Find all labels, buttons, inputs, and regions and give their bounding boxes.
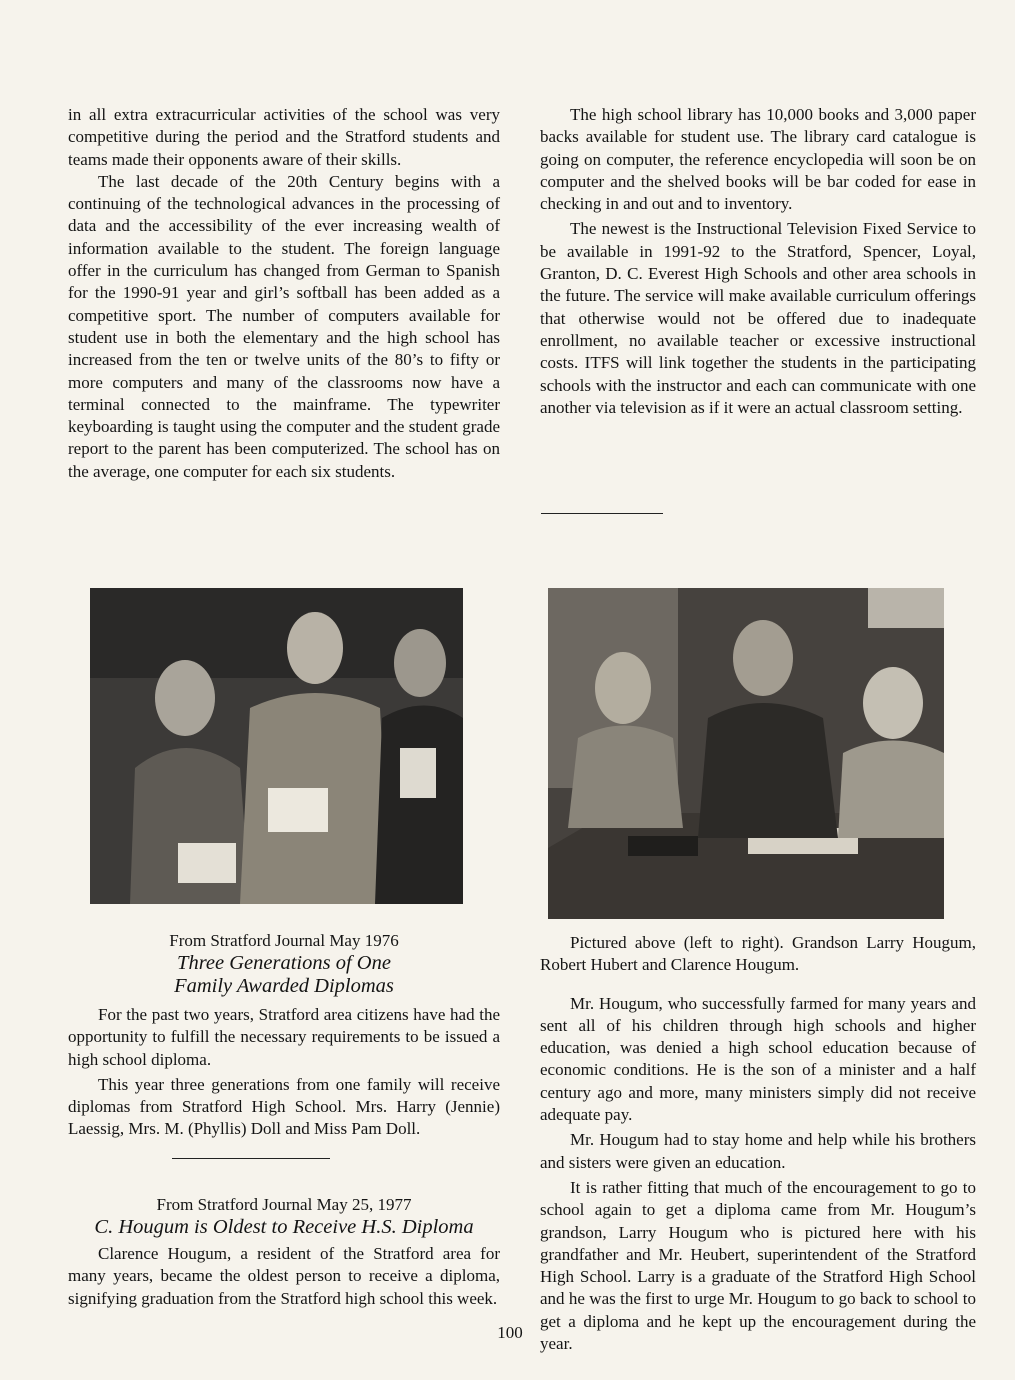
- paragraph: Mr. Hougum, who successfully farmed for many years and sent all of his children through high schools and higher education, was denied a high school education because of economic conditions. He is the son of a minister and a half century ago and more, many ministers simply did not receive adequate pay.: [540, 993, 976, 1125]
- paragraph: It is rather fitting that much of the encouragement to go to school again to get a diploma came from Mr. Hougum’s grandson, Larry Hougum who is pictured here with his grandfather and Mr. Heubert, superintendent of the Stratford High School. Larry is a graduate of the Stratford High School and he was the first to urge Mr. Hougum to go back to school to get a diploma and he kept up the encouragement during the year.: [540, 1177, 976, 1354]
- article-source: From Stratford Journal May 25, 1977: [156, 1195, 412, 1214]
- right-column-story: [540, 932, 976, 1355]
- paragraph: The high school library has 10,000 books and 3,000 paper backs available for student use. The library card catalogue is going on computer, the reference encyclopedia will soon be on computer and the shelved books will be bar coded for ease in checking in and out and to inventory.: [540, 105, 976, 214]
- photo-hougum-family: [548, 588, 944, 919]
- article-three-generations: [68, 930, 500, 1141]
- paragraph: This year three generations from one family will receive diplomas from Stratford High School. Mrs. Harry (Jennie) Laessig, Mrs. M. (Phyllis) Doll and Miss Pam Doll.: [68, 1074, 500, 1139]
- photo-three-generations: [90, 588, 463, 904]
- paragraph: Mr. Hougum had to stay home and help while his brothers and sisters were given an education.: [540, 1130, 976, 1172]
- paragraph: The last decade of the 20th Century begins with a continuing of the technological advances in the processing of data and the accessibility of the ever increasing wealth of information available to the student. The foreign language offer in the curriculum has changed from German to Spanish for the 1990-91 year and girl’s softball has been added as a competitive sport. The number of computers available for student use in both the elementary and the high school has increased from the ten or twelve units of the 80’s to fifty or more computers and many of the classrooms now have a terminal connected to the mainframe. The typewriter keyboarding is taught using the computer and the student grade report to the parent has been computerized. The school has on the average, one computer for each six students.: [68, 171, 500, 481]
- article-source: From Stratford Journal May 1976: [169, 931, 399, 950]
- paragraph: in all extra extracurricular activities of the school was very competitive during the period and the Stratford students and teams made their opponents aware of their skills.: [68, 105, 500, 169]
- article-headline: [68, 952, 500, 998]
- paragraph: The newest is the Instructional Television Fixed Service to be available in 1991-92 to the Stratford, Spencer, Loyal, Granton, D. C. Everest High Schools and other area schools in the future. The service will make available curriculum offerings that otherwise would not be offered due to inadequate enrollment, no available teacher or excessive instructional costs. ITFS will link together the students in the participating schools with the instructor and each can communicate with one another via television as if it were an actual classroom setting.: [540, 219, 976, 417]
- divider-rule: [172, 1158, 330, 1159]
- article-hougum-oldest: [68, 1194, 500, 1310]
- headline-line: Family Awarded Diplomas: [174, 975, 394, 997]
- page-number: 100: [497, 1323, 523, 1342]
- photo-three-generations-image: [90, 588, 463, 904]
- paragraph: Clarence Hougum, a resident of the Stratford area for many years, became the oldest person to receive a diploma, signifying graduation from the Stratford high school this week.: [68, 1244, 500, 1308]
- paragraph: For the past two years, Stratford area citizens have had the opportunity to fulfill the necessary requirements to be issued a high school diploma.: [68, 1005, 500, 1069]
- photo-hougum-family-image: [548, 588, 944, 919]
- right-column-intro: [540, 104, 976, 419]
- divider-rule: [541, 513, 663, 514]
- headline-line: Three Generations of One: [177, 952, 391, 974]
- photo-caption: Pictured above (left to right). Grandson Larry Hougum, Robert Hubert and Clarence Hougum.: [540, 933, 976, 975]
- left-column-intro: [68, 104, 500, 483]
- article-headline: C. Hougum is Oldest to Receive H.S. Diploma: [94, 1216, 474, 1238]
